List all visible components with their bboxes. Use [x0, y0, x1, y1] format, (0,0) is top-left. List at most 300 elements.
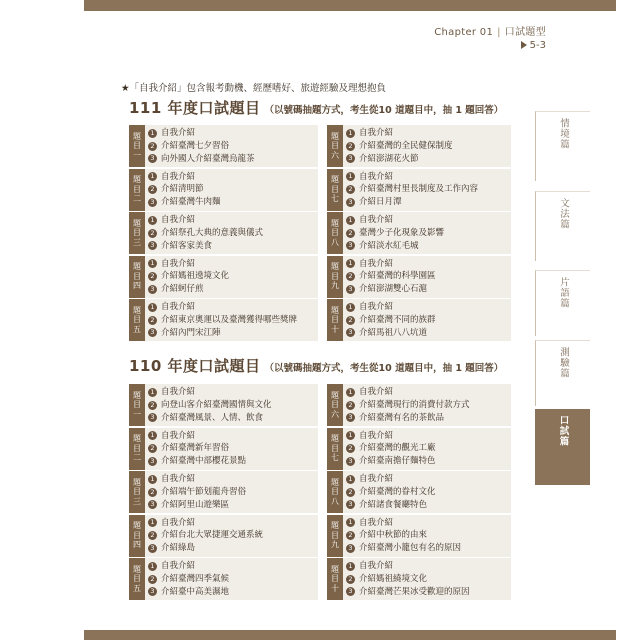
question-item-text: 介紹馬祖八八坑道 [359, 327, 428, 338]
question-item [148, 430, 246, 443]
question-item-text: 介紹媽祖繞境文化 [359, 573, 428, 584]
circled-number-icon: 3 [148, 285, 157, 294]
question-item [346, 258, 436, 271]
question-row [129, 384, 511, 426]
triangle-arrow-icon [521, 41, 527, 49]
question-item-text: 介紹日月潭 [359, 197, 402, 208]
label-char: 題 [331, 175, 339, 185]
question-item [346, 327, 436, 340]
label-char: 目 [331, 184, 339, 194]
circled-number-icon: 2 [346, 531, 355, 540]
circled-number-icon: 2 [148, 185, 157, 194]
question-number-label [327, 125, 343, 167]
label-char: 目 [133, 141, 141, 151]
circled-number-icon: 2 [148, 272, 157, 281]
question-item [346, 196, 478, 209]
question-item [148, 127, 255, 140]
question-item [346, 542, 461, 555]
label-char: 目 [133, 400, 141, 410]
question-card [327, 558, 511, 600]
question-item [148, 240, 263, 253]
circled-number-icon: 1 [148, 518, 157, 527]
question-items [346, 301, 436, 339]
question-item-text: 介紹阿里山遊樂區 [161, 499, 230, 510]
question-card [327, 384, 511, 426]
question-number-label [129, 256, 145, 298]
question-item-text: 介紹客家美食 [161, 240, 213, 251]
circled-number-icon: 1 [148, 129, 157, 138]
question-item [148, 473, 246, 486]
label-char: 目 [331, 315, 339, 325]
question-items [148, 560, 229, 598]
question-items [148, 517, 263, 555]
label-char: 題 [331, 262, 339, 272]
circled-number-icon: 1 [148, 216, 157, 225]
circled-number-icon: 2 [148, 488, 157, 497]
question-number-label [129, 515, 145, 557]
circled-number-icon: 1 [346, 475, 355, 484]
question-card [129, 428, 318, 470]
label-char: 目 [133, 574, 141, 584]
question-item-text: 介紹媽祖遶境文化 [161, 271, 230, 282]
question-number-label [327, 169, 343, 211]
question-item-text: 介紹臺灣小籠包有名的原因 [359, 543, 462, 554]
question-item-text: 自我介紹 [359, 561, 394, 571]
label-char: 九 [331, 540, 339, 550]
question-items [148, 430, 246, 468]
circled-number-icon: 1 [148, 562, 157, 571]
question-item-text: 自我介紹 [359, 474, 394, 484]
question-card [327, 212, 511, 254]
label-char: 題 [331, 434, 339, 444]
circled-number-icon: 2 [148, 401, 157, 410]
question-row [129, 125, 511, 167]
question-items [148, 258, 229, 296]
question-number-label [327, 256, 343, 298]
side-tab-label: 口試篇 [557, 415, 569, 447]
question-item [148, 227, 263, 240]
question-items [148, 473, 246, 511]
question-item [148, 196, 221, 209]
side-tab-5[interactable] [535, 409, 590, 485]
side-tab-label: 片語篇 [558, 277, 569, 309]
question-item [148, 486, 246, 499]
circled-number-icon: 3 [346, 198, 355, 207]
circled-number-icon: 1 [148, 475, 157, 484]
label-char: 題 [331, 564, 339, 574]
question-row [129, 256, 511, 298]
label-char: 一 [133, 150, 141, 160]
section-title-111 [129, 97, 503, 118]
label-char: 十 [331, 583, 339, 593]
label-char: 題 [331, 521, 339, 531]
question-item [346, 270, 436, 283]
label-char: 題 [331, 131, 339, 141]
question-item [148, 517, 263, 530]
question-card [129, 169, 318, 211]
page-number [521, 40, 546, 51]
chapter-header [434, 23, 546, 38]
question-item-text: 介紹清明節 [161, 184, 204, 195]
question-items [346, 214, 444, 252]
question-item-text: 介紹臺灣不同的族群 [359, 314, 436, 325]
question-item [346, 573, 470, 586]
label-char: 三 [133, 496, 141, 506]
question-items [148, 127, 255, 165]
question-number-label [129, 384, 145, 426]
circled-number-icon: 1 [346, 172, 355, 181]
circled-number-icon: 1 [346, 303, 355, 312]
label-char: 三 [133, 237, 141, 247]
label-char: 四 [133, 281, 141, 291]
circled-number-icon: 2 [346, 444, 355, 453]
label-char: 題 [331, 477, 339, 487]
question-card [129, 299, 318, 341]
question-number-label [129, 471, 145, 513]
question-item [148, 301, 297, 314]
question-card [327, 428, 511, 470]
question-item-text: 自我介紹 [161, 258, 196, 269]
question-item-text: 自我介紹 [161, 215, 196, 225]
question-item [346, 283, 436, 296]
question-row [129, 212, 511, 254]
chapter-number: Chapter 01 [434, 27, 494, 38]
question-item [346, 473, 436, 486]
question-items [346, 560, 470, 598]
question-item [148, 542, 263, 555]
label-char: 目 [331, 530, 339, 540]
question-item-text: 介紹諸食餐廳特色 [359, 499, 428, 510]
question-item [148, 258, 229, 271]
question-item [346, 399, 470, 412]
side-tab-2[interactable] [535, 191, 590, 261]
circled-number-icon: 1 [148, 431, 157, 440]
label-char: 八 [331, 237, 339, 247]
label-char: 五 [133, 324, 141, 334]
question-item [346, 517, 461, 530]
question-item-text: 介紹臺灣的全民健保制度 [359, 140, 453, 151]
circled-number-icon: 1 [346, 388, 355, 397]
label-char: 目 [331, 228, 339, 238]
side-tab-label: 測驗篇 [558, 347, 569, 379]
question-item [148, 140, 255, 153]
question-item-text: 介紹台北大眾捷運交通系統 [161, 530, 264, 541]
circled-number-icon: 2 [346, 316, 355, 325]
question-number-label [129, 428, 145, 470]
question-items [148, 214, 263, 252]
label-char: 題 [331, 218, 339, 228]
question-item-text: 介紹臺灣的眷村文化 [359, 486, 436, 497]
label-char: 二 [133, 194, 141, 204]
circled-number-icon: 3 [148, 457, 157, 466]
question-item-text: 介紹臺灣中部櫻花景點 [161, 456, 247, 467]
side-tab-label: 文法篇 [558, 198, 569, 230]
section-heading: 110 年度口試題目 [129, 357, 261, 375]
question-item [148, 171, 221, 184]
question-item [148, 153, 255, 166]
question-item [346, 183, 478, 196]
question-items [346, 386, 470, 424]
label-char: 九 [331, 281, 339, 291]
question-grid-110 [129, 384, 511, 602]
question-item-text: 介紹東京奧運以及臺灣獲得哪些獎牌 [161, 314, 298, 325]
question-item-text: 介紹臺灣芒果冰受歡迎的原因 [359, 586, 470, 597]
question-item [148, 327, 297, 340]
question-item-text: 自我介紹 [161, 128, 196, 138]
label-char: 八 [331, 496, 339, 506]
section-note: （以號碼抽題方式，考生從10 道題目中，抽 1 題回答） [264, 105, 504, 116]
circled-number-icon: 1 [346, 431, 355, 440]
question-item-text: 自我介紹 [161, 302, 196, 312]
question-item-text: 自我介紹 [359, 302, 394, 312]
question-items [346, 473, 436, 511]
question-card [129, 558, 318, 600]
question-items [346, 171, 478, 209]
circled-number-icon: 1 [346, 129, 355, 138]
question-item [346, 560, 470, 573]
bottom-decorative-bar [84, 630, 616, 640]
circled-number-icon: 2 [148, 531, 157, 540]
label-char: 目 [133, 443, 141, 453]
circled-number-icon: 2 [148, 229, 157, 238]
label-char: 題 [133, 564, 141, 574]
label-char: 目 [331, 443, 339, 453]
side-tab-label: 情境篇 [558, 118, 569, 150]
question-item [346, 430, 436, 443]
question-items [148, 386, 272, 424]
question-item [148, 214, 263, 227]
question-item-text: 介紹淡水紅毛城 [359, 240, 419, 251]
question-number-label [327, 471, 343, 513]
circled-number-icon: 1 [148, 303, 157, 312]
question-item [346, 227, 444, 240]
question-number-label [129, 212, 145, 254]
question-item-text: 自我介紹 [161, 517, 196, 528]
circled-number-icon: 3 [346, 500, 355, 509]
circled-number-icon: 3 [148, 500, 157, 509]
section-note: （以號碼抽題方式，考生從10 道題目中，抽 1 題回答） [264, 363, 504, 374]
question-item [346, 529, 461, 542]
circled-number-icon: 2 [148, 575, 157, 584]
question-item-text: 自我介紹 [161, 474, 196, 484]
question-item [148, 283, 229, 296]
question-card [327, 125, 511, 167]
question-item [346, 412, 470, 425]
question-items [148, 301, 297, 339]
circled-number-icon: 2 [148, 444, 157, 453]
question-item [148, 529, 263, 542]
circled-number-icon: 3 [148, 544, 157, 553]
question-item [346, 240, 444, 253]
question-item [148, 399, 272, 412]
question-item-text: 介紹臺中高美濕地 [161, 586, 230, 597]
question-item-text: 介紹中秋節的由來 [359, 530, 428, 541]
label-char: 四 [133, 540, 141, 550]
question-item-text: 介紹臺灣新年習俗 [161, 443, 230, 454]
question-items [346, 517, 461, 555]
question-number-label [327, 515, 343, 557]
circled-number-icon: 1 [346, 518, 355, 527]
circled-number-icon: 3 [148, 241, 157, 250]
circled-number-icon: 2 [346, 185, 355, 194]
question-item-text: 自我介紹 [359, 215, 394, 225]
label-char: 題 [133, 477, 141, 487]
question-item [148, 455, 246, 468]
question-number-label [129, 125, 145, 167]
label-char: 目 [331, 271, 339, 281]
question-row [129, 428, 511, 470]
question-grid-111 [129, 125, 511, 343]
question-number-label [327, 384, 343, 426]
label-char: 六 [331, 150, 339, 160]
circled-number-icon: 3 [148, 198, 157, 207]
circled-number-icon: 3 [148, 328, 157, 337]
circled-number-icon: 2 [346, 272, 355, 281]
circled-number-icon: 3 [346, 544, 355, 553]
question-number-label [327, 299, 343, 341]
question-item-text: 自我介紹 [161, 387, 196, 397]
question-item-text: 介紹臺灣風景、人情、飲食 [161, 412, 264, 423]
question-item-text: 介紹臺灣村里長制度及工作內容 [359, 184, 479, 195]
question-item [148, 183, 221, 196]
question-item-text: 自我介紹 [161, 430, 196, 441]
question-row [129, 299, 511, 341]
header-separator: | [497, 27, 501, 38]
question-card [327, 169, 511, 211]
label-char: 題 [133, 131, 141, 141]
label-char: 題 [331, 390, 339, 400]
question-card [129, 471, 318, 513]
label-char: 十 [331, 324, 339, 334]
question-item [346, 301, 436, 314]
question-item-text: 介紹臺灣現行的消費付款方式 [359, 399, 470, 410]
question-row [129, 471, 511, 513]
question-item [346, 486, 436, 499]
label-char: 六 [331, 409, 339, 419]
question-item [148, 560, 229, 573]
circled-number-icon: 1 [346, 562, 355, 571]
circled-number-icon: 3 [346, 328, 355, 337]
label-char: 題 [133, 305, 141, 315]
question-number-label [327, 212, 343, 254]
question-items [346, 127, 453, 165]
question-row [129, 169, 511, 211]
question-card [129, 212, 318, 254]
question-item-text: 介紹臺灣四季氣候 [161, 573, 230, 584]
label-char: 題 [133, 521, 141, 531]
circled-number-icon: 3 [346, 285, 355, 294]
question-number-label [327, 558, 343, 600]
section-heading: 111 年度口試題目 [129, 99, 261, 117]
question-item-text: 介紹臺灣的觀光工廠 [359, 443, 436, 454]
question-item [346, 171, 478, 184]
question-item [148, 412, 272, 425]
question-item-text: 介紹綠島 [161, 543, 196, 554]
question-item [148, 442, 246, 455]
question-number-label [129, 558, 145, 600]
question-items [346, 430, 436, 468]
question-item-text: 介紹澎湖花火節 [359, 153, 419, 164]
circled-number-icon: 1 [346, 259, 355, 268]
circled-number-icon: 3 [346, 587, 355, 596]
circled-number-icon: 1 [148, 172, 157, 181]
question-item-text: 介紹臺灣的科學園區 [359, 271, 436, 282]
label-char: 題 [133, 434, 141, 444]
circled-number-icon: 2 [148, 316, 157, 325]
label-char: 五 [133, 583, 141, 593]
circled-number-icon: 1 [346, 216, 355, 225]
question-item-text: 自我介紹 [359, 430, 394, 441]
circled-number-icon: 3 [346, 154, 355, 163]
label-char: 一 [133, 409, 141, 419]
question-item-text: 介紹蚵仔煎 [161, 284, 204, 295]
side-tab-4[interactable] [535, 340, 590, 406]
label-char: 題 [133, 175, 141, 185]
circled-number-icon: 2 [148, 142, 157, 151]
label-char: 目 [133, 315, 141, 325]
label-char: 目 [331, 400, 339, 410]
question-item-text: 介紹內門宋江陣 [161, 327, 221, 338]
circled-number-icon: 2 [346, 229, 355, 238]
question-item-text: 自我介紹 [359, 517, 394, 528]
question-item-text: 自我介紹 [161, 171, 196, 182]
page-number-text: 5-3 [529, 40, 546, 51]
question-item-text: 介紹臺灣有名的茶飲品 [359, 412, 445, 423]
label-char: 目 [133, 184, 141, 194]
question-item-text: 自我介紹 [359, 128, 394, 138]
question-card [327, 256, 511, 298]
question-item [346, 153, 453, 166]
question-item-text: 介紹臺灣七夕習俗 [161, 140, 230, 151]
question-card [327, 515, 511, 557]
question-item [346, 127, 453, 140]
question-item [148, 573, 229, 586]
circled-number-icon: 2 [346, 401, 355, 410]
question-item [346, 386, 470, 399]
question-item [148, 270, 229, 283]
circled-number-icon: 2 [346, 488, 355, 497]
question-items [346, 258, 436, 296]
question-item [148, 386, 272, 399]
question-item [148, 314, 297, 327]
question-number-label [327, 428, 343, 470]
question-card [327, 299, 511, 341]
question-row [129, 558, 511, 600]
label-char: 目 [133, 487, 141, 497]
label-char: 目 [331, 487, 339, 497]
circled-number-icon: 2 [346, 142, 355, 151]
question-number-label [129, 299, 145, 341]
question-item-text: 自我介紹 [161, 561, 196, 571]
top-decorative-bar [84, 0, 616, 11]
question-item-text: 向外國人介紹臺灣烏龍茶 [161, 153, 255, 164]
question-item [346, 442, 436, 455]
question-item-text: 向登山客介紹臺灣國情與文化 [161, 399, 272, 410]
question-item [346, 455, 436, 468]
question-row [129, 515, 511, 557]
circled-number-icon: 3 [148, 413, 157, 422]
question-item [346, 214, 444, 227]
chapter-title: 口試題型 [504, 27, 546, 38]
circled-number-icon: 1 [148, 259, 157, 268]
side-tab-1[interactable] [535, 111, 590, 181]
label-char: 七 [331, 194, 339, 204]
question-item-text: 臺灣少子化現象及影響 [359, 227, 445, 238]
section-title-110 [129, 355, 503, 376]
circled-number-icon: 3 [346, 413, 355, 422]
side-tab-3[interactable] [535, 270, 590, 336]
question-number-label [129, 169, 145, 211]
